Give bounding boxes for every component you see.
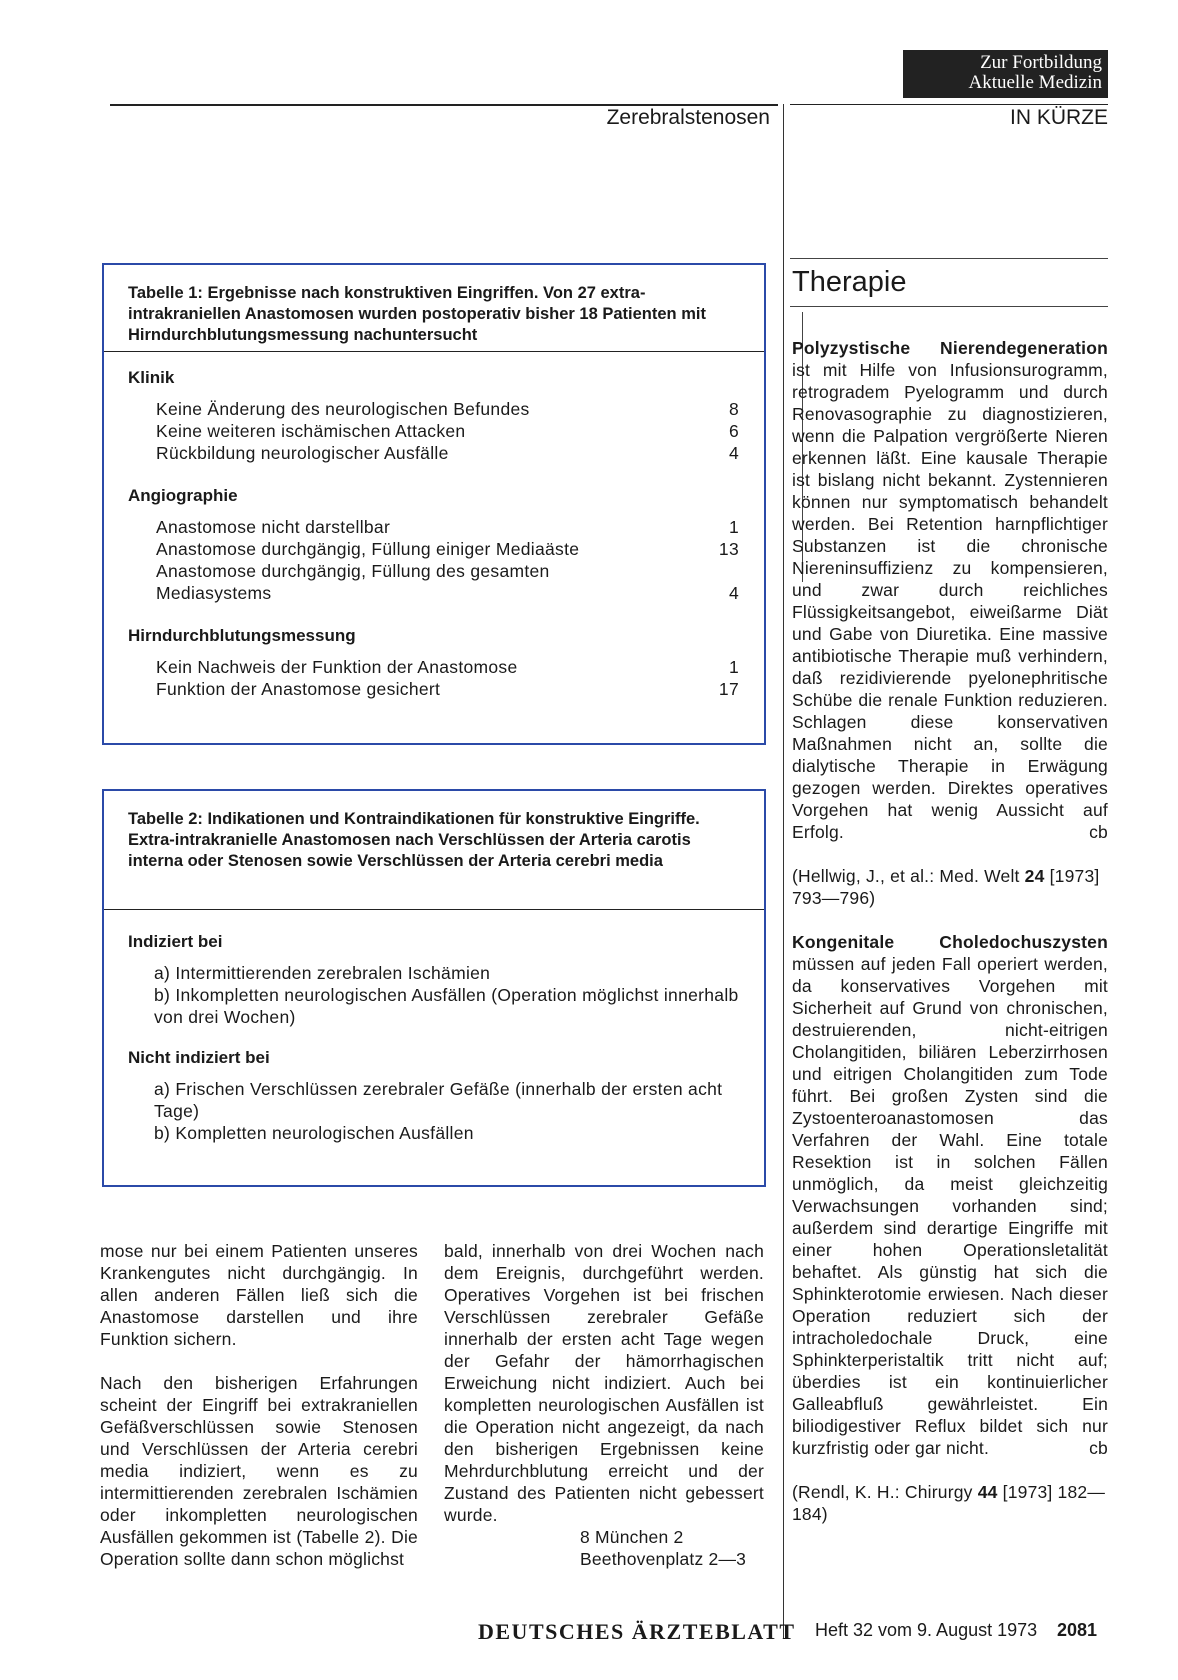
body-paragraph: Nach den bisherigen Erfahrungen scheint der Eingriff bei extrakraniellen Gefäßverschlüssen sowie Stenosen und Verschlüssen der Arteria cerebri media indiziert, wenn es zu intermittierenden zerebralen Ischämien oder inkompletten neurologischen Ausfällen gekommen ist (Tabelle 2). Die Operation sollte dann schon möglichst xyxy=(100,1373,418,1569)
sidebar-rule xyxy=(790,258,1108,259)
address-line: Beethovenplatz 2—3 xyxy=(580,1549,747,1569)
item-body: ist mit Hilfe von Infusionsurogramm, retrogradem Pyelogramm und durch Renovasographie zu diagnostizieren, wenn die Palpation vergrößerte Nieren erkennen läßt. Eine kausale Therapie ist bislang nicht bekannt. Zystennieren können nur symptomatisch behandelt werden. Bei Retention harnpflichtiger Substanzen ist die chronische Niereninsuffizienz zu kompensieren, und zwar durch reichliches Flüssigkeitsangebot, eiweißarme Diät und Gabe von Diuretika. Eine massive antibiotische Therapie muß verhindern, daß rezidivierende pyelonephritische Schübe die renale Funktion reduzieren. Schlagen diese konservativen Maßnahmen nicht an, sollte die dialytische Therapie in Erwägung gezogen werden. Direktes operatives Vorgehen hat wenig Aussicht auf Erfolg. xyxy=(792,360,1108,842)
item-reference xyxy=(792,865,1108,909)
table-1-heading-angiographie: Angiographie xyxy=(128,486,238,505)
sidebar-section-title: Therapie xyxy=(792,266,907,298)
table-row xyxy=(104,516,764,538)
page-number: 2081 xyxy=(1057,1620,1098,1640)
reference-pages: [1973] 182—184) xyxy=(792,1482,1106,1524)
reference-volume: 44 xyxy=(977,1482,998,1502)
table-row xyxy=(104,678,764,700)
running-head-topic: Zerebralstenosen xyxy=(606,106,770,129)
running-head-section: IN KÜRZE xyxy=(1009,106,1108,129)
footer-magazine-title: DEUTSCHES ÄRZTEBLATT xyxy=(478,1619,796,1644)
list-item: b) Kompletten neurologischen Ausfällen xyxy=(154,1123,474,1143)
badge-line1: Zur Fortbildung xyxy=(980,52,1102,73)
table-1 xyxy=(102,263,766,745)
header-rule-right xyxy=(790,104,1108,105)
row-value: 1 xyxy=(728,517,739,537)
item-signature: cb xyxy=(1089,1438,1108,1458)
body-paragraph: bald, innerhalb von drei Wochen nach dem Ereignis, durchgeführt werden. Operatives Vorgehen ist bei frischen Verschlüssen zerebraler Gefäße innerhalb der ersten acht Tage wegen der Gefahr der hämorrhagischen Erweichung nicht indiziert. Auch bei kompletten neurologischen Ausfällen ist die Operation nicht angezeigt, da nach den bisherigen Ergebnissen keine Mehrdurchblutung erreicht und der Zustand des Patienten nicht gebessert wurde. xyxy=(444,1241,764,1525)
reference-pages: [1973] 793—796) xyxy=(792,866,1100,908)
row-label: Funktion der Anastomose gesichert xyxy=(156,679,441,699)
list-item: a) Intermittierenden zerebralen Ischämien xyxy=(154,963,491,983)
table-row xyxy=(104,398,764,420)
item-title: Kongenitale Choledochuszysten xyxy=(792,932,1108,952)
footer-issue: Heft 32 vom 9. August 1973 xyxy=(815,1620,1038,1640)
reference-text: (Hellwig, J., et al.: Med. Welt xyxy=(792,866,1020,886)
row-value: 6 xyxy=(728,421,739,441)
item-title: Polyzystische Nierendegeneration xyxy=(792,338,1108,358)
table-row xyxy=(104,420,764,442)
row-value: 1 xyxy=(728,657,739,677)
row-label: Rückbildung neurologischer Ausfälle xyxy=(156,443,449,463)
table-1-caption: Tabelle 1: Ergebnisse nach konstruktiven Eingriffen. Von 27 extra-intrakraniellen Anastomosen wurden postoperativ bisher 18 Patienten mit Hirndurchblutungsmessung nachuntersucht xyxy=(104,265,764,352)
table-2-caption: Tabelle 2: Indikationen und Kontraindikationen für konstruktive Eingriffe. Extra-intrakranielle Anastomosen nach Verschlüssen der Arteria carotis interna oder Stenosen sowie Verschlüssen der Arteria cerebri media xyxy=(104,791,764,910)
sidebar-rule xyxy=(790,306,1108,307)
list-item-text: b) Inkompletten neurologischen Ausfällen (Operation möglichst innerhalb von drei Wochen) xyxy=(154,985,739,1027)
item-text xyxy=(792,953,1108,1459)
table-row xyxy=(104,538,764,560)
row-label: Anastomose durchgängig, Füllung einiger Mediaäste xyxy=(156,539,580,559)
row-label: Keine weiteren ischämischen Attacken xyxy=(156,421,466,441)
column-divider xyxy=(783,104,784,1639)
table-2-heading-nicht-indiziert: Nicht indiziert bei xyxy=(128,1048,270,1067)
item-signature: cb xyxy=(1089,822,1108,842)
reference-volume: 24 xyxy=(1024,866,1045,886)
body-paragraph: mose nur bei einem Patienten unseres Krankengutes nicht durchgängig. In allen anderen Fällen ließ sich die Anastomose darstellen und ihre Funktion sichern. xyxy=(100,1241,418,1349)
item-body: müssen auf jeden Fall operiert werden, da konservatives Vorgehen mit Sicherheit auf Grund von chronischen, destruierenden, nicht-eitrigen Cholangitiden, biliären Leberzirrhosen und eitrigen Cholangitiden zum Tode führt. Bei großen Zysten sind die Zystoenteroanastomosen das Verfahren der Wahl. Eine totale Resektion ist in solchen Fällen unmöglich, da meist gleichzeitig Verwachsungen vorhanden sind; außerdem sind derartige Eingriffe mit einer hohen Operationsletalität behaftet. Als günstig hat sich die Sphinkterotomie erwiesen. Nach dieser Operation reduziert sich der intracholedochale Druck, eine Sphinkterperistaltik tritt nicht auf; überdies ist ein kontinuierlicher Galleabfluß gewährleistet. Ein biliodigestiver Reflux bildet sich nur kurzfristig oder gar nicht. xyxy=(792,954,1108,1458)
table-1-heading-hirndurchblutung: Hirndurchblutungsmessung xyxy=(128,626,356,645)
badge-line2: Aktuelle Medizin xyxy=(968,72,1102,93)
body-column-2 xyxy=(444,1240,764,1570)
reference-text: (Rendl, K. H.: Chirurgy xyxy=(792,1482,973,1502)
table-row xyxy=(104,656,764,678)
list-item xyxy=(154,984,754,1028)
row-value: 4 xyxy=(728,583,739,603)
author-address xyxy=(580,1526,764,1570)
section-badge xyxy=(903,50,1108,98)
row-value: 13 xyxy=(718,539,739,559)
table-1-heading-klinik: Klinik xyxy=(128,368,175,387)
row-label: Anastomose nicht darstellbar xyxy=(156,517,391,537)
list-item: a) Frischen Verschlüssen zerebraler Gefäße (innerhalb der ersten acht Tage) xyxy=(154,1079,723,1121)
item-text xyxy=(792,359,1108,843)
row-label: Anastomose durchgängig, Füllung des gesamten Mediasystems xyxy=(156,561,550,603)
row-label: Kein Nachweis der Funktion der Anastomose xyxy=(156,657,518,677)
table-2-heading-indiziert: Indiziert bei xyxy=(128,932,223,951)
row-value: 8 xyxy=(728,399,739,419)
body-column-1 xyxy=(100,1240,418,1570)
row-label: Keine Änderung des neurologischen Befundes xyxy=(156,399,530,419)
item-reference xyxy=(792,1481,1108,1525)
address-line: 8 München 2 xyxy=(580,1527,684,1547)
table-row xyxy=(104,560,764,604)
table-2 xyxy=(102,789,766,1187)
table-row xyxy=(104,442,764,464)
sidebar-column xyxy=(792,337,1108,1525)
row-value: 4 xyxy=(728,443,739,463)
row-value: 17 xyxy=(718,679,739,699)
